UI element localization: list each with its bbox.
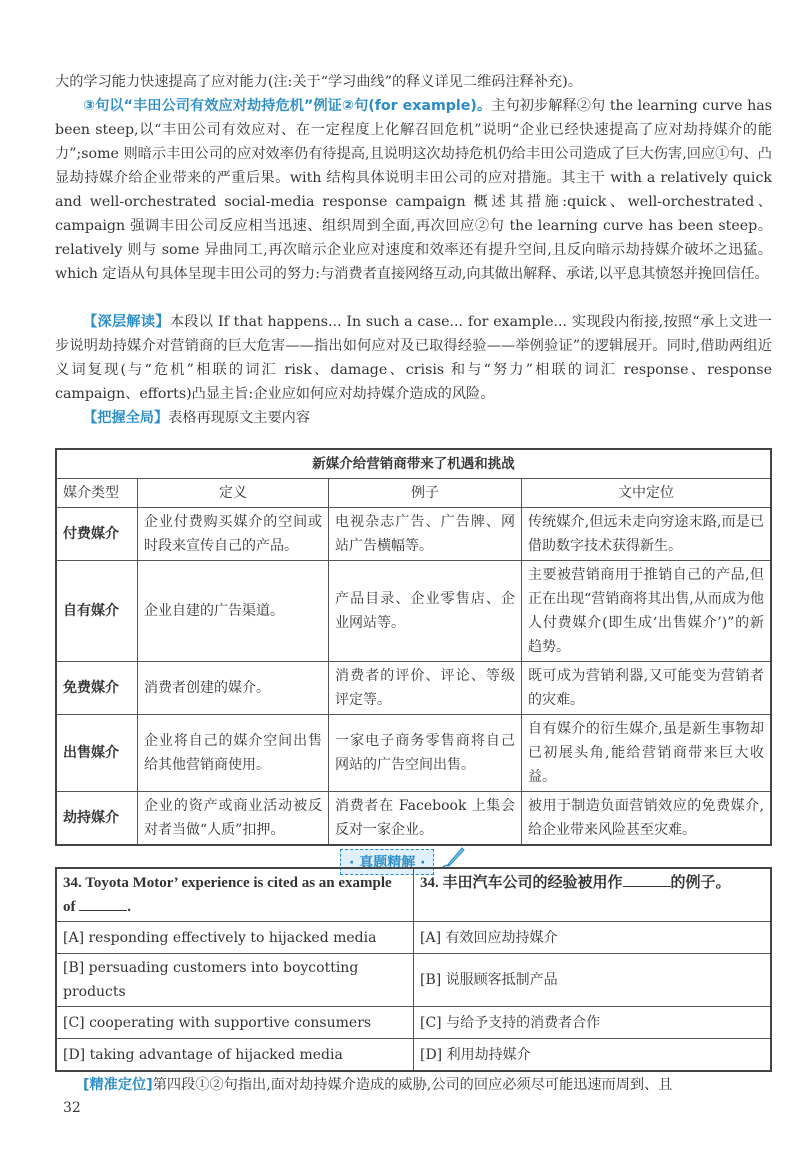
option-zh: [C] 与给予支持的消费者合作	[414, 1007, 772, 1039]
paragraph-body: 本段以 If that happens... In such a case... for example... 实现段内衔接,按照“承上文进一步说明劫持媒介对营销商的巨大危害——指出如何应对及已取得经验——举例验证”的逻辑展开。同时,借助两组近义词复现(与“危机”相联的词汇 risk、damage、crisis 和与“努力”相联的词汇 response、response campaign、efforts)凸显主旨:企业应如何应对劫持媒介造成的风险。	[55, 314, 772, 402]
paragraph-continuation: 大的学习能力快速提高了应对能力(注:关于“学习曲线”的释义详见二维码注释补充)。	[55, 74, 582, 90]
question-end: .	[127, 899, 131, 915]
question-end: 的例子。	[670, 875, 731, 891]
question-text: 34. Toyota Motor’ experience is cited as an example of	[63, 875, 392, 915]
table-cell: 自有媒介	[56, 561, 138, 662]
paragraph-lead: [精准定位]	[83, 1077, 153, 1093]
column-header: 媒介类型	[56, 479, 138, 508]
option-row	[56, 1007, 771, 1039]
question-en	[56, 868, 414, 922]
option-row	[56, 1039, 771, 1072]
table-cell: 一家电子商务零售商将自己网站的广告空间出售。	[329, 715, 522, 792]
paragraph-body: 主句初步解释②句 the learning curve has been steep,以“丰田公司有效应对、在一定程度上化解召回危机”说明“企业已经快速提高了应对劫持媒介的能力”;some 则暗示丰田公司的应对效率仍有待提高,且说明这次劫持危机仍给丰田公司造成了巨大伤害,回应①句、凸显劫持媒介给企业带来的严重后果。with 结构具体说明丰田公司的应对措施。其主干 with a relatively quick and well-orchestrated social-media response campaign 概述其措施:quick、well-orchestrated、campaign 强调丰田公司反应相当迅速、组织周到全面,再次回应②句 the learning curve has been steep。relatively 则与 some 异曲同工,再次暗示企业应对速度和效率还有提升空间,且反向暗示劫持媒介破坏之迅猛。which 定语从句具体呈现丰田公司的努力:与消费者直接网络互动,向其做出解释、承诺,以平息其愤怒并挽回信任。	[55, 98, 772, 282]
column-header: 例子	[329, 479, 522, 508]
question-zh	[414, 868, 772, 922]
quiz-table	[55, 867, 772, 1072]
question-text: 34. 丰田汽车公司的经验被用作	[420, 875, 623, 891]
paragraph-overview	[55, 406, 772, 430]
table-cell: 主要被营销商用于推销自己的产品,但正在出现“营销商将其出售,从而成为他人付费媒介(即生成‘出售媒介’)”的新趋势。	[522, 561, 772, 662]
table-cell: 劫持媒介	[56, 792, 138, 846]
table-cell: 被用于制造负面营销效应的免费媒介,给企业带来风险甚至灾难。	[522, 792, 772, 846]
table-row	[56, 508, 771, 561]
option-row	[56, 922, 771, 954]
section-banner: · 真题精解 ·	[340, 849, 434, 875]
table-cell: 消费者创建的媒介。	[138, 662, 329, 715]
table-row	[56, 715, 771, 792]
table-cell: 付费媒介	[56, 508, 138, 561]
column-header: 文中定位	[522, 479, 772, 508]
table-cell: 传统媒介,但远未走向穷途末路,而是已借助数字技术获得新生。	[522, 508, 772, 561]
paragraph-lead: ③句以“丰田公司有效应对劫持危机”例证②句(for example)。	[83, 98, 492, 114]
option-en: [A] responding effectively to hijacked media	[56, 922, 414, 954]
table-cell: 免费媒介	[56, 662, 138, 715]
table-cell: 产品目录、企业零售店、企业网站等。	[329, 561, 522, 662]
table-title: 新媒介给营销商带来了机遇和挑战	[56, 449, 771, 479]
answer-blank	[623, 872, 671, 887]
option-zh: [D] 利用劫持媒介	[414, 1039, 772, 1072]
option-en: [D] taking advantage of hijacked media	[56, 1039, 414, 1072]
answer-blank	[79, 896, 127, 911]
table-cell: 企业将自己的媒介空间出售给其他营销商使用。	[138, 715, 329, 792]
table-row	[56, 662, 771, 715]
table-cell: 电视杂志广告、广告牌、网站广告横幅等。	[329, 508, 522, 561]
option-zh: [A] 有效回应劫持媒介	[414, 922, 772, 954]
option-row	[56, 954, 771, 1007]
table-cell: 企业付费购买媒介的空间或时段来宣传自己的产品。	[138, 508, 329, 561]
option-en: [B] persuading customers into boycotting products	[56, 954, 414, 1007]
table-row	[56, 792, 771, 846]
table-cell: 出售媒介	[56, 715, 138, 792]
table-cell: 企业自建的广告渠道。	[138, 561, 329, 662]
table-cell: 消费者的评价、评论、等级评定等。	[329, 662, 522, 715]
column-header: 定义	[138, 479, 329, 508]
table-cell: 既可成为营销利器,又可能变为营销者的灾难。	[522, 662, 772, 715]
question-row	[56, 868, 771, 922]
media-table	[55, 448, 772, 846]
paragraph-example-analysis	[55, 94, 772, 286]
paragraph-deep-reading	[55, 310, 772, 406]
paragraph-body: 第四段①②句指出,面对劫持媒介造成的威胁,公司的回应必须尽可能迅速而周到、且	[152, 1077, 673, 1093]
page-number: 32	[63, 1100, 81, 1116]
table-cell: 企业的资产或商业活动被反对者当做“人质”扣押。	[138, 792, 329, 846]
paragraph-lead: 【深层解读】	[83, 314, 170, 330]
option-en: [C] cooperating with supportive consumers	[56, 1007, 414, 1039]
table-cell: 消费者在 Facebook 上集会反对一家企业。	[329, 792, 522, 846]
paragraph-body: 表格再现原文主要内容	[168, 410, 311, 426]
table-row	[56, 561, 771, 662]
paragraph-lead: 【把握全局】	[83, 410, 169, 426]
option-zh: [B] 说服顾客抵制产品	[414, 954, 772, 1007]
table-cell: 自有媒介的衍生媒介,虽是新生事物却已初展头角,能给营销商带来巨大收益。	[522, 715, 772, 792]
table-header-row	[56, 479, 771, 508]
paragraph-precise-location	[55, 1073, 772, 1097]
